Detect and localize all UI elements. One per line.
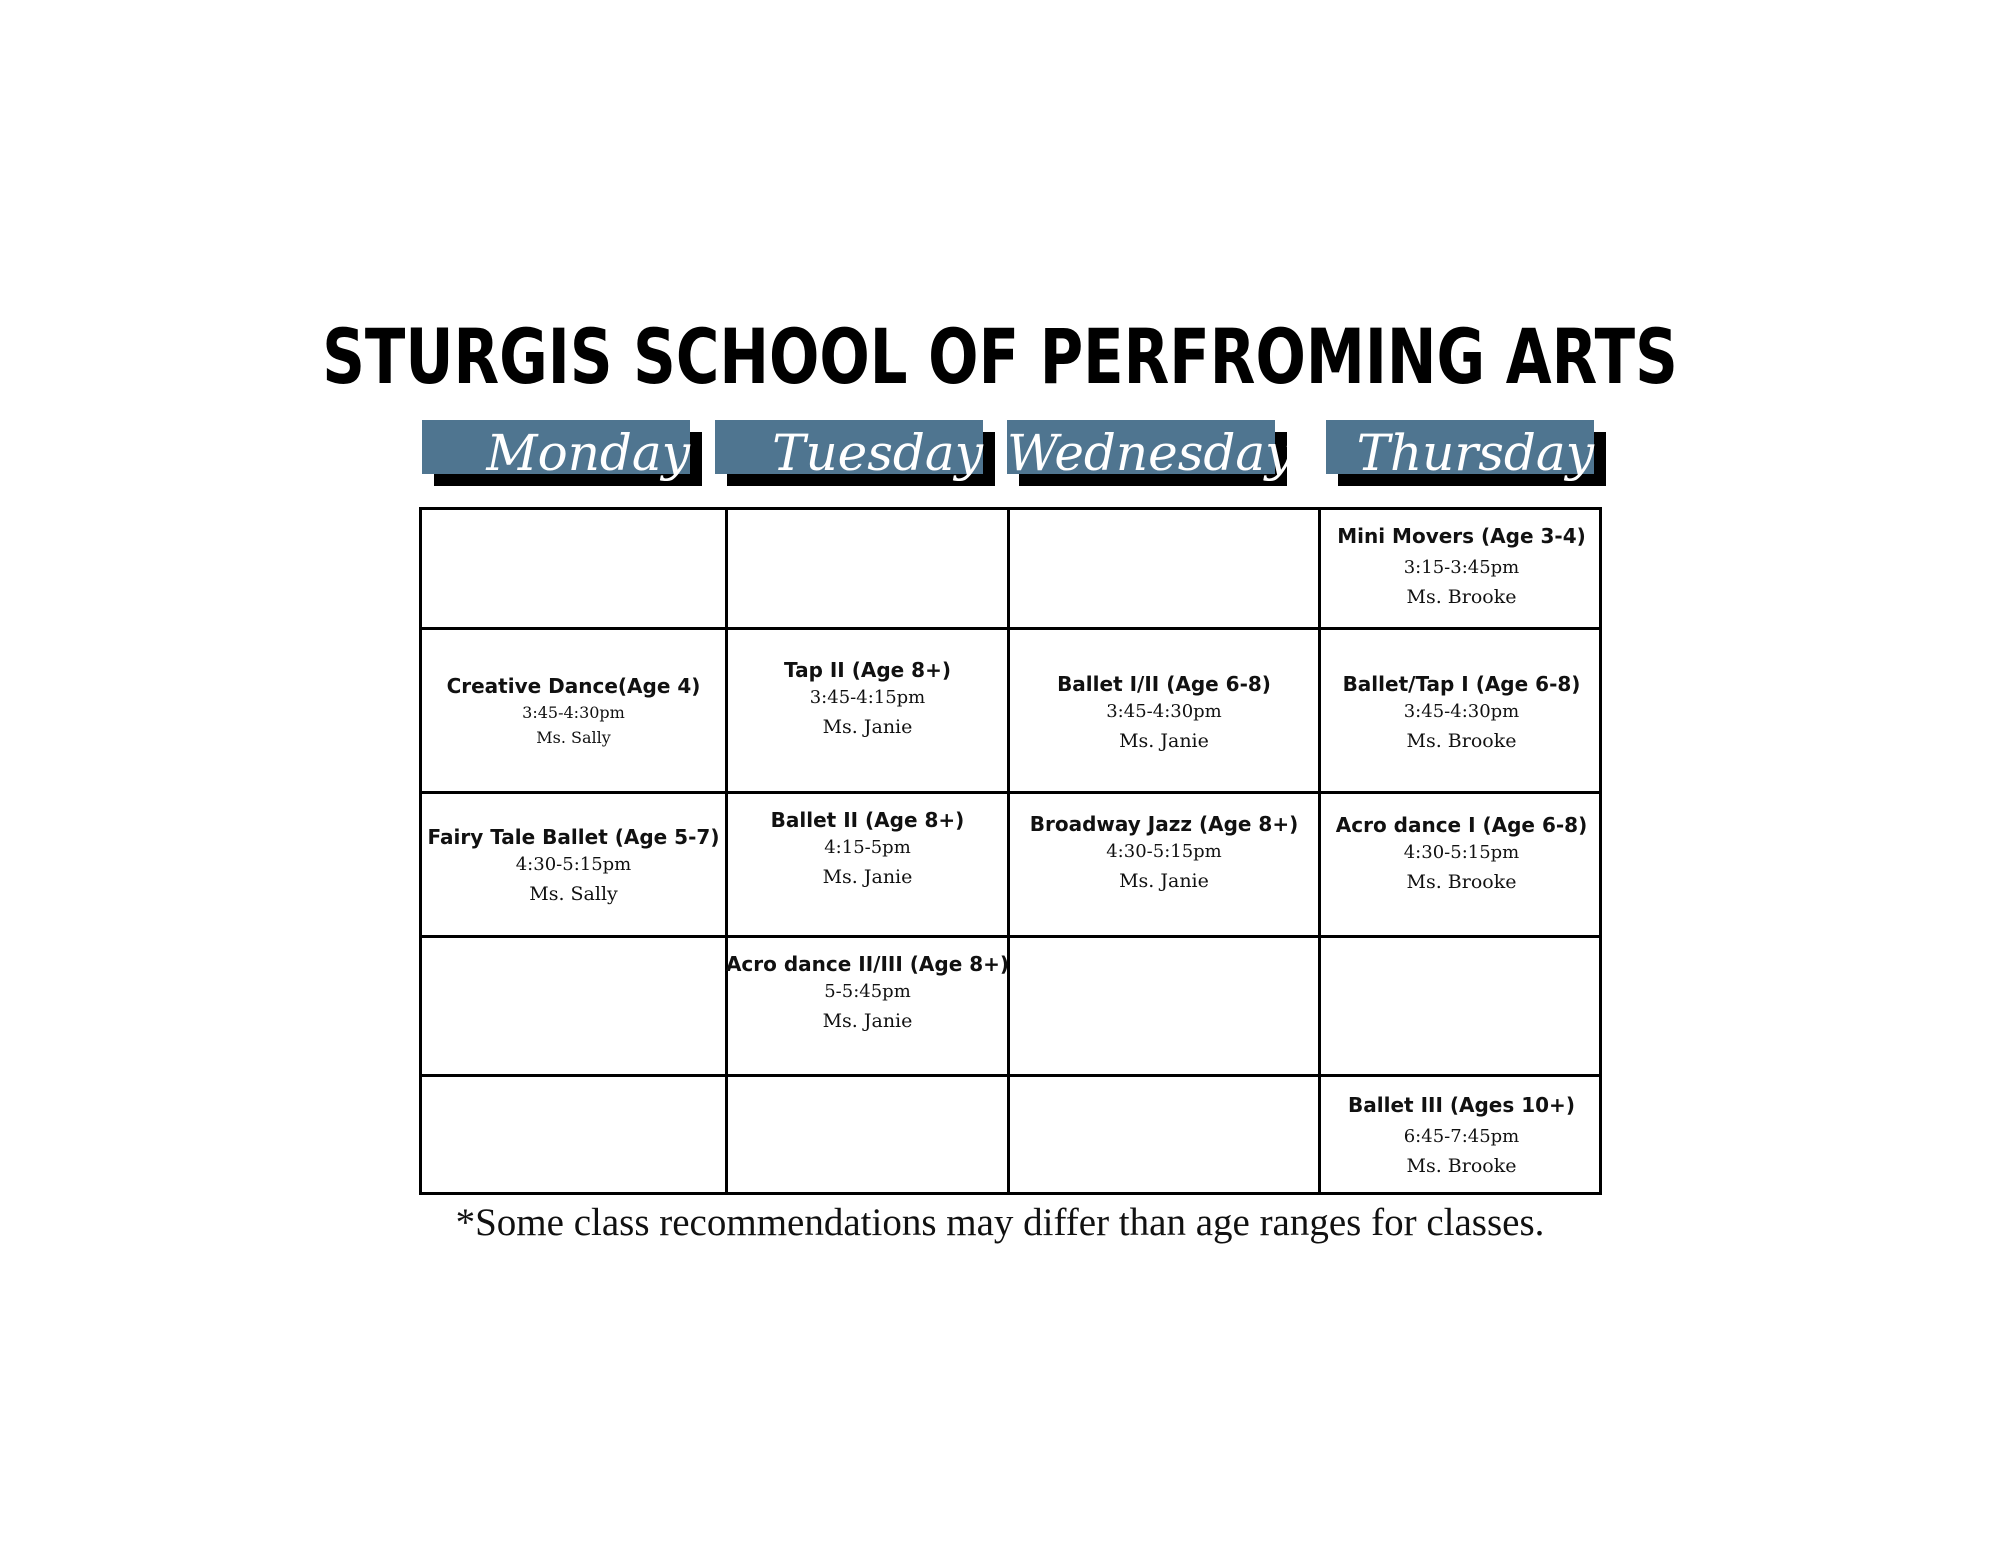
class-teacher: Ms. Brooke (1406, 1155, 1517, 1177)
day-label: Thursday (1356, 424, 1594, 482)
class-name: Mini Movers (Age 3-4) (1337, 524, 1586, 548)
class-teacher: Ms. Janie (822, 1010, 913, 1032)
day-header-monday (422, 420, 690, 482)
day-label: Tuesday (772, 424, 983, 482)
class-cell-ballet-tap-i (1321, 670, 1602, 756)
class-teacher: Ms. Brooke (1406, 730, 1517, 752)
class-cell-broadway-jazz (1010, 810, 1318, 896)
class-name: Ballet III (Ages 10+) (1348, 1093, 1575, 1117)
class-cell-mini-movers (1321, 522, 1602, 612)
class-time: 4:15-5pm (824, 837, 911, 858)
class-time: 4:30-5:15pm (1106, 841, 1222, 862)
class-cell-ballet-iii (1321, 1091, 1602, 1181)
class-time: 3:45-4:30pm (1403, 701, 1520, 722)
class-name: Creative Dance(Age 4) (446, 674, 701, 698)
day-header-wednesday (1007, 420, 1294, 482)
class-teacher: Ms. Janie (1119, 870, 1209, 892)
class-name: Ballet I/II (Age 6-8) (1057, 672, 1271, 696)
class-teacher: Ms. Janie (822, 866, 913, 888)
class-time: 5-5:45pm (824, 981, 911, 1002)
class-teacher: Ms. Sally (529, 883, 618, 905)
class-name: Fairy Tale Ballet (Age 5-7) (427, 825, 720, 849)
class-time: 3:45-4:30pm (1106, 701, 1222, 722)
class-name: Ballet II (Age 8+) (770, 808, 965, 832)
class-name: Broadway Jazz (Age 8+) (1029, 812, 1299, 836)
class-teacher: Ms. Janie (822, 716, 913, 738)
class-time: 3:15-3:45pm (1403, 557, 1520, 578)
class-name: Ballet/Tap I (Age 6-8) (1342, 672, 1581, 696)
class-time: 4:30-5:15pm (515, 854, 632, 875)
schedule-grid (419, 507, 1602, 1195)
class-cell-fairy-tale-ballet (422, 823, 725, 909)
class-name: Acro dance II/III (Age 8+) (725, 952, 1010, 976)
class-cell-acro-dance-ii-iii (725, 950, 1010, 1036)
page-title: STURGIS SCHOOL OF PERFROMING ARTS (322, 312, 1678, 401)
footnote: *Some class recommendations may differ than age ranges for classes. (455, 1201, 1545, 1244)
class-teacher: Ms. Janie (1119, 730, 1209, 752)
class-time: 6:45-7:45pm (1403, 1126, 1520, 1147)
class-teacher: Ms. Sally (536, 728, 611, 747)
class-cell-acro-dance-i (1321, 811, 1602, 897)
day-label: Wednesday (1007, 424, 1294, 482)
class-cell-ballet-i-ii (1010, 670, 1318, 756)
day-header-thursday (1326, 420, 1594, 482)
day-label: Monday (486, 424, 690, 482)
class-cell-tap-ii (728, 656, 1007, 742)
class-teacher: Ms. Brooke (1406, 871, 1517, 893)
class-teacher: Ms. Brooke (1406, 586, 1517, 608)
class-cell-ballet-ii (728, 806, 1007, 892)
class-time: 3:45-4:15pm (809, 687, 926, 708)
day-header-tuesday (715, 420, 983, 482)
class-name: Acro dance I (Age 6-8) (1335, 813, 1588, 837)
class-time: 3:45-4:30pm (522, 703, 625, 722)
class-cell-creative-dance (422, 672, 725, 750)
class-time: 4:30-5:15pm (1403, 842, 1520, 863)
class-name: Tap II (Age 8+) (784, 658, 951, 682)
